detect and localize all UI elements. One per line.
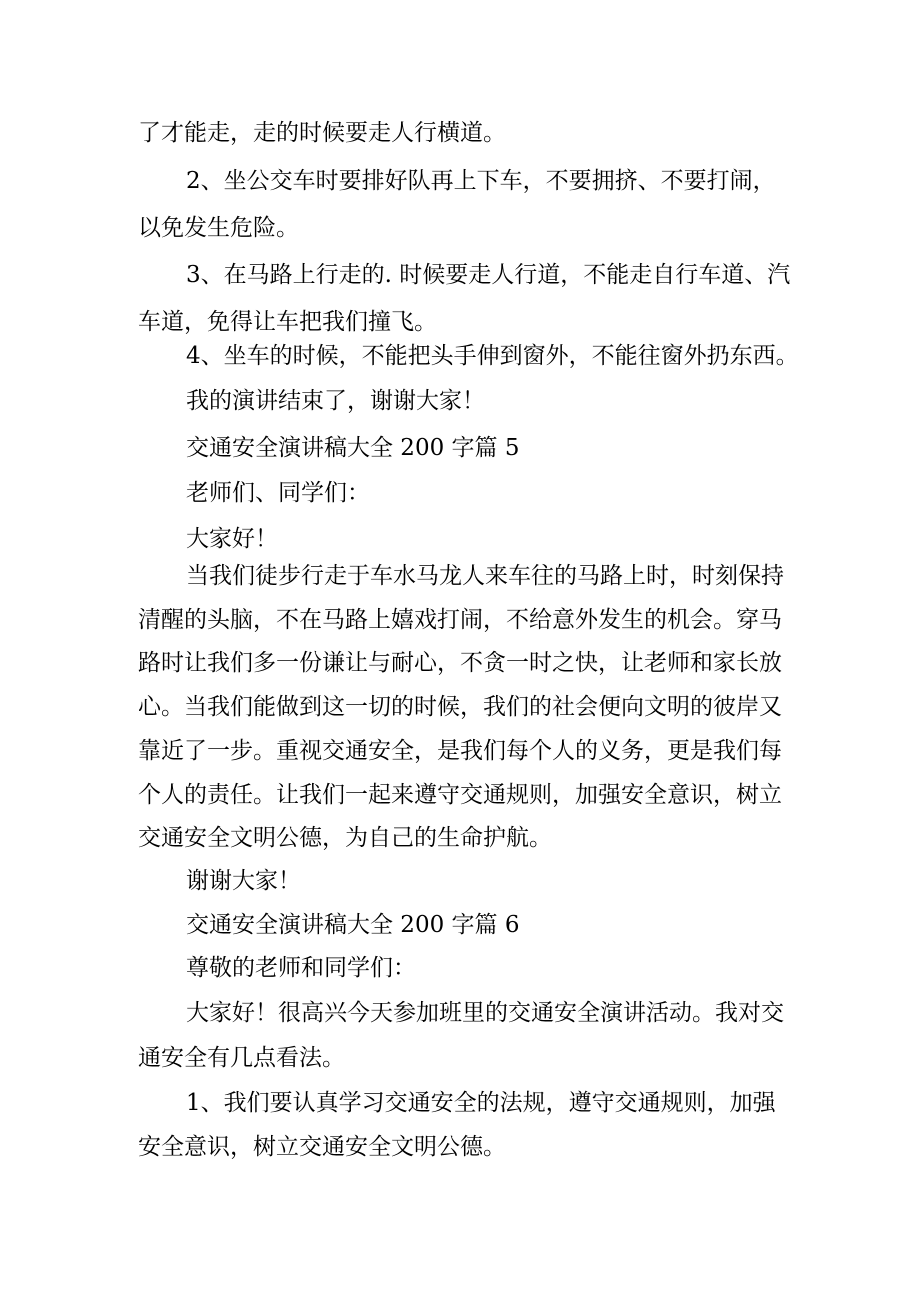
closing: 谢谢大家！ xyxy=(186,868,301,894)
paragraph-line: 通安全有几点看法。 xyxy=(138,1045,345,1071)
paragraph-line: 大家好！很高兴今天参加班里的交通安全演讲活动。我对交 xyxy=(186,1000,784,1026)
paragraph-line: 以免发生危险。 xyxy=(138,215,299,241)
paragraph-line: 3、在马路上行走的. 时候要走人行道，不能走自行车道、汽 xyxy=(186,262,791,288)
paragraph-line: 路时让我们多一份谦让与耐心，不贪一时之快，让老师和家长放 xyxy=(138,650,782,676)
paragraph-line: 个人的责任。让我们一起来遵守交通规则，加强安全意识，树立 xyxy=(138,782,782,808)
paragraph-line: 车道，免得让车把我们撞飞。 xyxy=(138,309,437,335)
greeting: 大家好！ xyxy=(186,526,278,552)
paragraph-line: 了才能走，走的时候要走人行横道。 xyxy=(138,120,506,146)
paragraph-line: 4、坐车的时候，不能把头手伸到窗外，不能往窗外扔东西。 xyxy=(186,343,799,369)
paragraph-line: 心。当我们能做到这一切的时候，我们的社会便向文明的彼岸又 xyxy=(138,694,782,720)
paragraph-line: 我的演讲结束了，谢谢大家！ xyxy=(186,388,485,414)
paragraph-line: 当我们徒步行走于车水马龙人来车往的马路上时，时刻保持 xyxy=(186,563,784,589)
paragraph-line: 2、坐公交车时要排好队再上下车，不要拥挤、不要打闹， xyxy=(186,168,776,194)
section-heading: 交通安全演讲稿大全 200 字篇 6 xyxy=(186,912,520,938)
salutation: 老师们、同学们： xyxy=(186,480,370,506)
paragraph-line: 交通安全文明公德，为自己的生命护航。 xyxy=(138,825,552,851)
paragraph-line: 1、我们要认真学习交通安全的法规，遵守交通规则，加强 xyxy=(186,1090,776,1116)
salutation: 尊敬的老师和同学们： xyxy=(186,955,416,981)
paragraph-line: 安全意识，树立交通安全文明公德。 xyxy=(138,1134,506,1160)
section-heading: 交通安全演讲稿大全 200 字篇 5 xyxy=(186,435,520,461)
paragraph-line: 清醒的头脑，不在马路上嬉戏打闹，不给意外发生的机会。穿马 xyxy=(138,607,782,633)
paragraph-line: 靠近了一步。重视交通安全，是我们每个人的义务，更是我们每 xyxy=(138,738,782,764)
